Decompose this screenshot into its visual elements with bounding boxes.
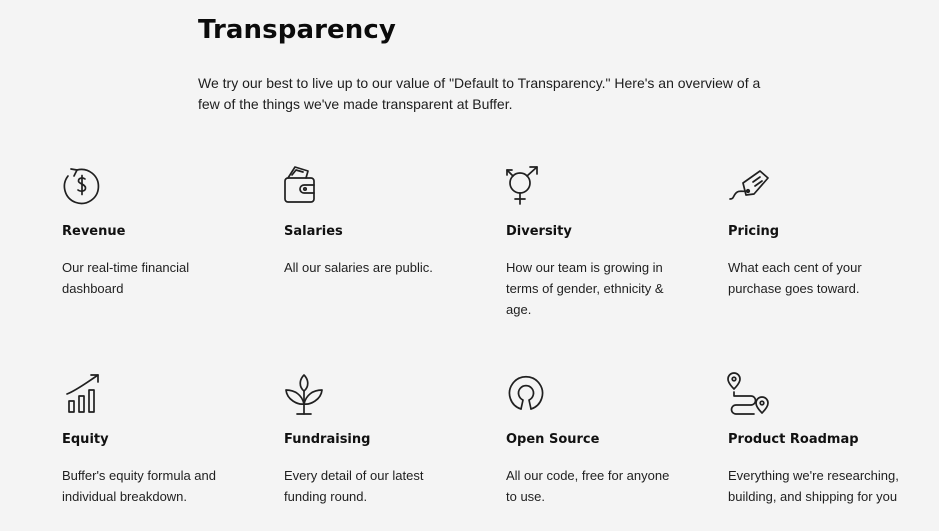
- card-description: All our code, free for anyone to use.: [506, 468, 670, 504]
- transparency-grid: [62, 164, 922, 524]
- plant-icon: [282, 372, 326, 416]
- growth-chart-icon: [60, 372, 104, 416]
- dollar-refresh-icon: [60, 164, 104, 208]
- card-description: Our real-time financial dashboard: [62, 260, 190, 296]
- card-description: All our salaries are public.: [284, 260, 433, 275]
- open-source-icon: [504, 372, 548, 416]
- gender-symbol-icon: [504, 164, 548, 208]
- card-description: Buffer's equity formula and individual breakdown.: [62, 468, 216, 504]
- card-title: Open Source: [506, 432, 600, 447]
- card-title: Diversity: [506, 224, 572, 239]
- wallet-icon: [282, 164, 326, 208]
- card-title: Salaries: [284, 224, 343, 239]
- intro-text: We try our best to live up to our value of "Default to Transparency." Here's an overview of a few of the things we've made transparent at Buffer.: [198, 75, 761, 112]
- card-title: Revenue: [62, 224, 126, 239]
- roadmap-pins-icon: [726, 372, 770, 416]
- card-description: Everything we're researching, building, and shipping for you: [728, 468, 899, 504]
- card-description: What each cent of your purchase goes toward.: [728, 260, 862, 296]
- card-description: Every detail of our latest funding round.: [284, 468, 424, 504]
- card-title: Product Roadmap: [728, 432, 859, 447]
- card-title: Equity: [62, 432, 109, 447]
- card-description: How our team is growing in terms of gender, ethnicity & age.: [506, 260, 664, 317]
- price-tag-icon: [726, 164, 770, 208]
- card-title: Fundraising: [284, 432, 371, 447]
- page-title: Transparency: [198, 15, 396, 45]
- card-title: Pricing: [728, 224, 780, 239]
